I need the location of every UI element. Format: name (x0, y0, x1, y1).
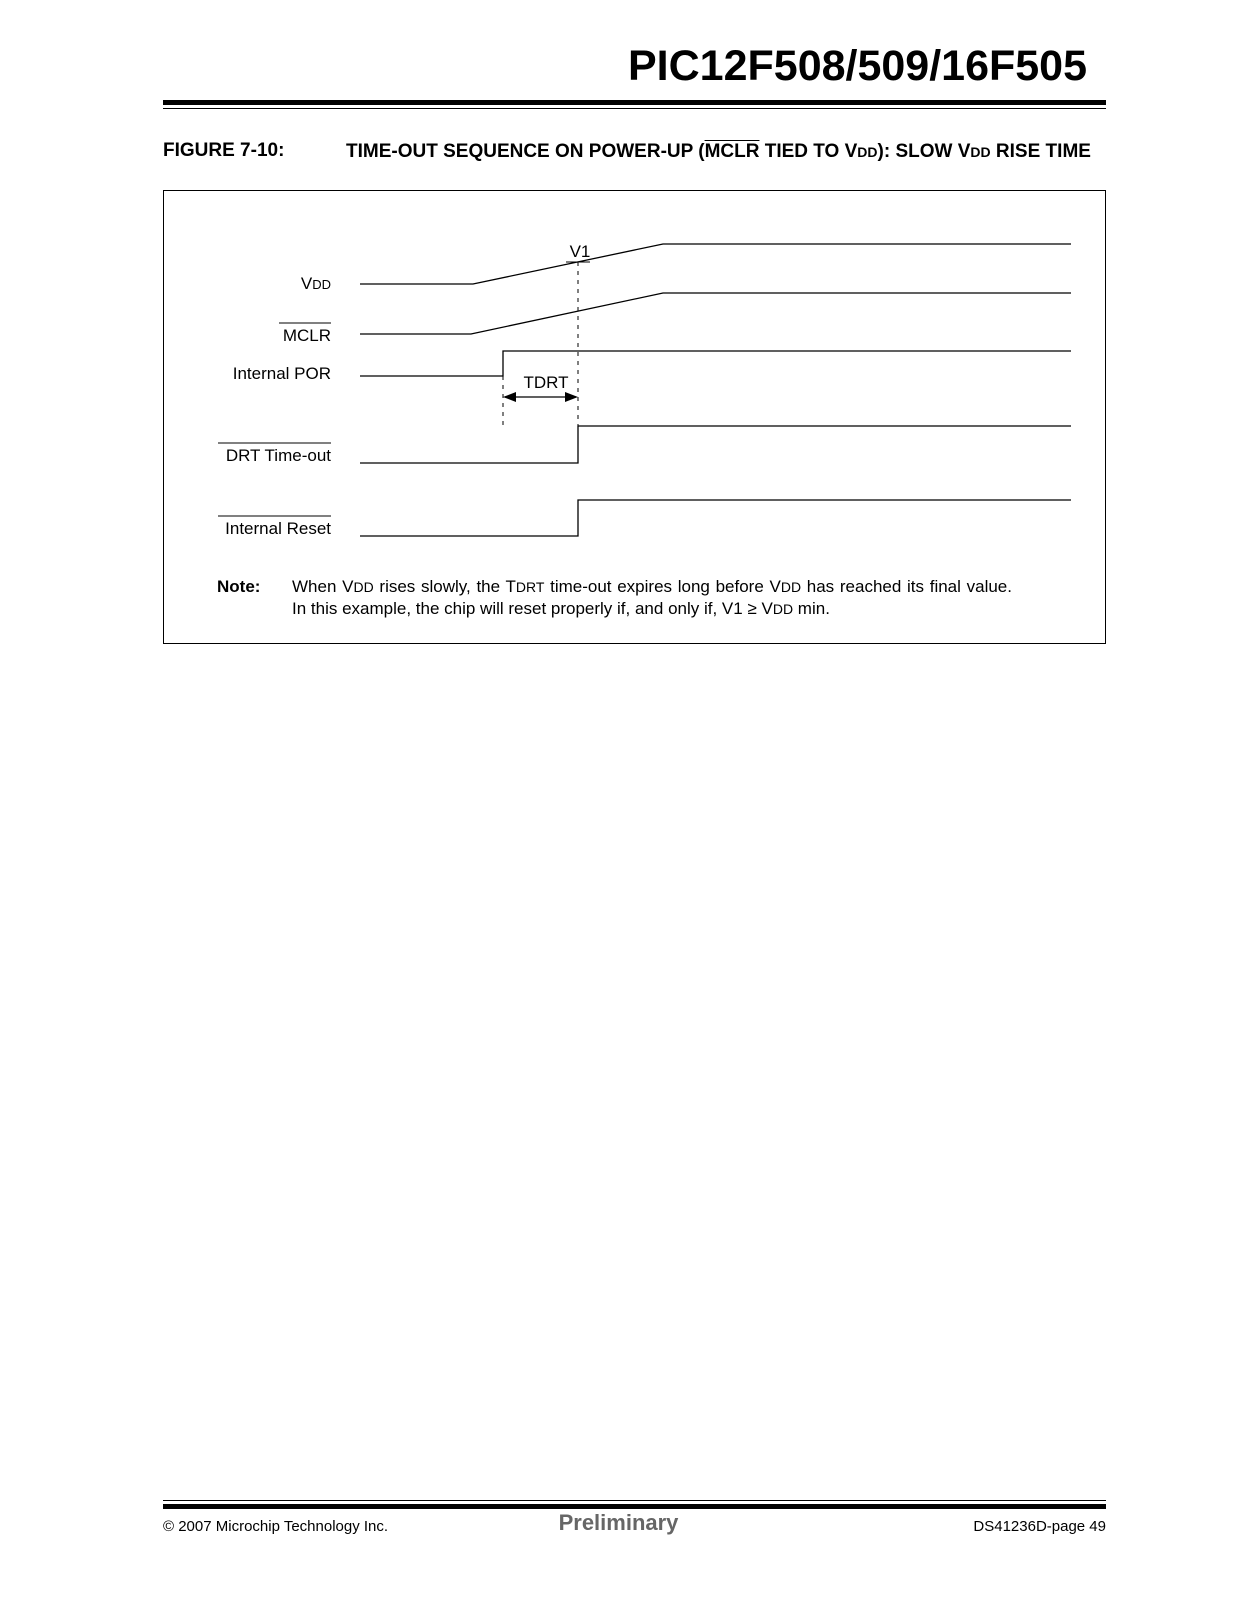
footer-rule-thick (163, 1504, 1106, 1509)
drt-timeout-label: DRT Time-out (225, 446, 331, 465)
figure-label: FIGURE 7-10: (163, 140, 285, 161)
internal-reset-waveform (360, 500, 1071, 536)
mclr-overline-text: MCLR (704, 141, 760, 162)
footer-copyright: © 2007 Microchip Technology Inc. (163, 1518, 389, 1535)
vdd-label: VDD (300, 274, 331, 293)
figure-title: TIME-OUT SEQUENCE ON POWER-UP (MCLR TIED TO VDD): SLOW VDD RISE TIME (346, 141, 1091, 162)
footer-rule-thin (163, 1500, 1106, 1501)
internal-por-label: Internal POR (232, 364, 331, 383)
mclr-label: MCLR (282, 326, 331, 345)
tdrt-arrowhead-right (565, 392, 578, 402)
footer-status: Preliminary (558, 1510, 679, 1535)
mclr-waveform (360, 293, 1071, 334)
footer-page-number: DS41236D-page 49 (973, 1518, 1106, 1535)
tdrt-arrowhead-left (503, 392, 516, 402)
note-label: Note: (217, 577, 261, 596)
v1-annotation: V1 (569, 242, 591, 261)
vdd-waveform (360, 244, 1071, 284)
page-header-title: PIC12F508/509/16F505 (628, 42, 1087, 90)
tdrt-annotation: TDRT (523, 373, 569, 392)
internal-por-waveform (360, 351, 1071, 376)
internal-reset-label: Internal Reset (225, 519, 331, 538)
drt-timeout-waveform (360, 426, 1071, 463)
note-text: When VDD rises slowly, the TDRT time-out expires long before VDD has reached its final value. In this example, the chip will reset properly if, and only if, V1 ≥ VDD min. (292, 577, 1012, 618)
